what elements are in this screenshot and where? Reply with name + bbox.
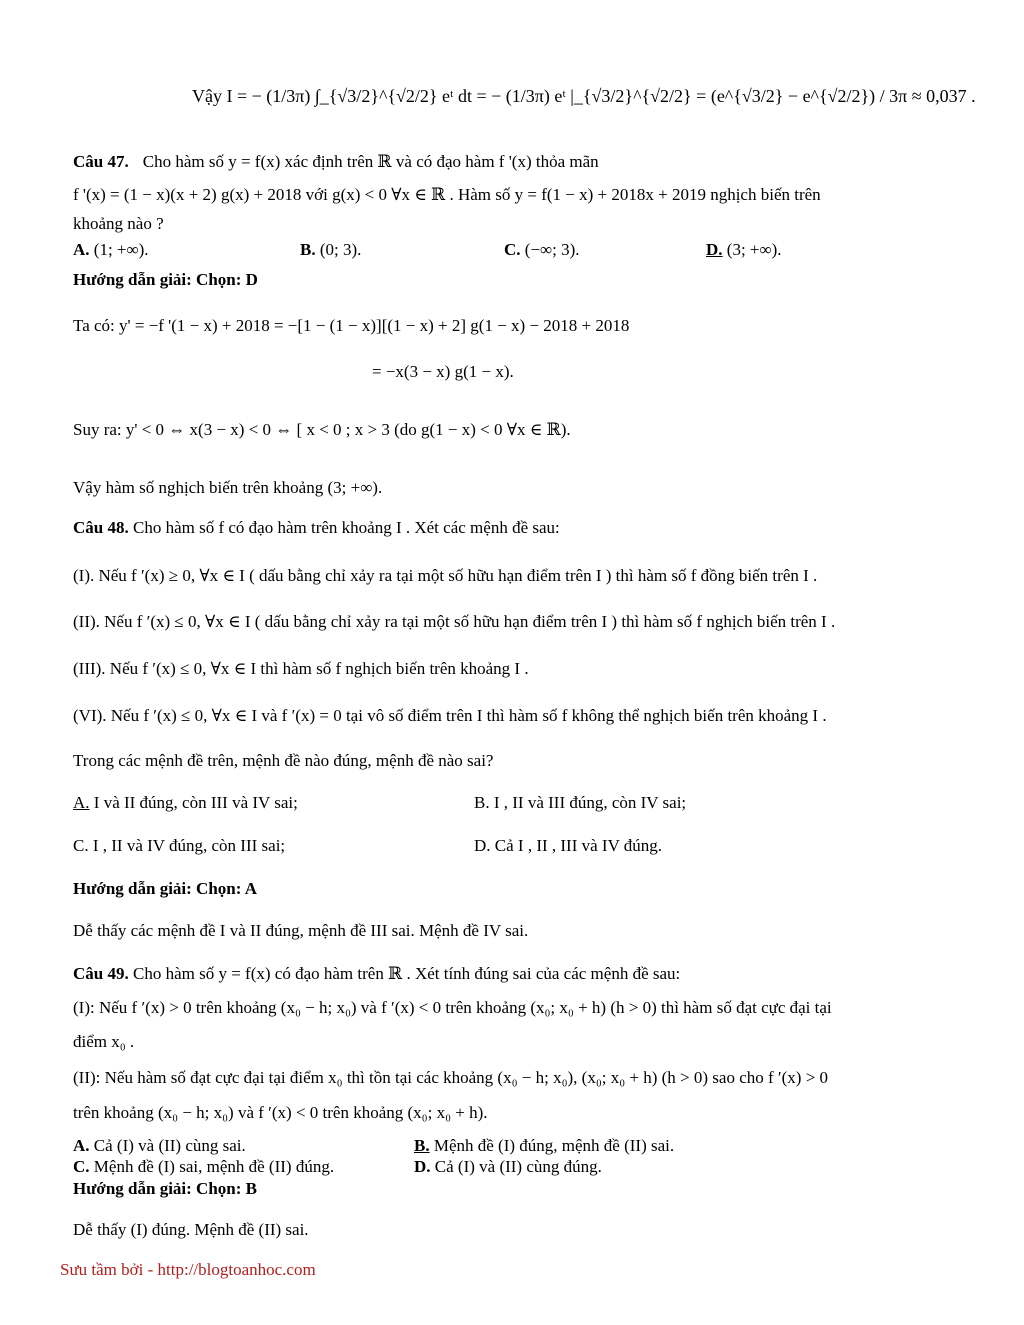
- q47-option-b: [300, 240, 361, 260]
- q49-solution-label: [73, 1179, 257, 1199]
- q49-option-c-key: C.: [73, 1157, 90, 1176]
- q48-option-b: B. I , II và III đúng, còn IV sai;: [474, 793, 687, 812]
- q49-statement-1a: (I): Nếu f ′(x) > 0 trên khoảng (x₀ − h; x₀) và f ′(x) < 0 trên khoảng (x₀; x₀ + h) (h > 0) thì hàm số đạt cực đại tại: [73, 998, 832, 1017]
- q49-solution: Dễ thấy (I) đúng. Mệnh đề (II) sai.: [73, 1220, 309, 1239]
- q47-line3: khoảng nào ?: [73, 214, 164, 233]
- q47-option-b-text: (0; 3).: [319, 240, 362, 259]
- q48-intro: Cho hàm số f có đạo hàm trên khoảng I . Xét các mệnh đề sau:: [132, 518, 560, 537]
- q48-statement-3: (III). Nếu f ′(x) ≤ 0, ∀x ∈ I thì hàm số f nghịch biến trên khoảng I .: [73, 659, 529, 678]
- q49-option-b-key: B.: [414, 1136, 430, 1155]
- q48-solution: Dễ thấy các mệnh đề I và II đúng, mệnh đề III sai. Mệnh đề IV sai.: [73, 921, 529, 940]
- q47-option-c-key: C.: [504, 240, 521, 259]
- q49-option-a-text: Cả (I) và (II) cùng sai.: [89, 1136, 246, 1155]
- q48-statement-2: (II). Nếu f ′(x) ≤ 0, ∀x ∈ I ( dấu bằng chỉ xảy ra tại một số hữu hạn điểm trên I ) thì hàm số f nghịch biến trên I .: [73, 612, 836, 631]
- q48-statement-4: (VI). Nếu f ′(x) ≤ 0, ∀x ∈ I và f ′(x) = 0 tại vô số điểm trên I thì hàm số f không thể nghịch biến trên khoảng I .: [73, 706, 827, 725]
- q47-option-d-text: (3; +∞).: [726, 240, 782, 259]
- q48-solution-label-text: Hướng dẫn giải: Chọn: A: [73, 879, 257, 898]
- q47-sol3: Suy ra: y' < 0 ⇔ x(3 − x) < 0 ⇔ [ x < 0 ; x > 3 (do g(1 − x) < 0 ∀x ∈ ℝ).: [73, 420, 571, 439]
- q47-sol4: Vậy hàm số nghịch biến trên khoảng (3; +∞).: [73, 478, 383, 497]
- q48-question: Trong các mệnh đề trên, mệnh đề nào đúng, mệnh đề nào sai?: [73, 751, 494, 770]
- q49-option-a-key: A.: [73, 1136, 90, 1155]
- q48-option-d: D. Cả I , II , III và IV đúng.: [474, 836, 663, 855]
- q49-option-d-text: Cả (I) và (II) cùng đúng.: [430, 1157, 602, 1176]
- q47-title: Câu 47.: [73, 152, 129, 171]
- q47-solution-label-text: Hướng dẫn giải: Chọn: D: [73, 270, 258, 289]
- q47-option-b-key: B.: [300, 240, 316, 259]
- q49-option-b-text: Mệnh đề (I) đúng, mệnh đề (II) sai.: [429, 1136, 675, 1155]
- q47-option-a-text: (1; +∞).: [93, 240, 149, 259]
- q49-option-d: [414, 1157, 602, 1177]
- q48-option-a-key: A.: [73, 793, 90, 812]
- q49-title: Câu 49.: [73, 964, 129, 983]
- q49-statement-2a: (II): Nếu hàm số đạt cực đại tại điểm x₀ thì tồn tại các khoảng (x₀ − h; x₀), (x₀; x₀ + h) (h > 0) sao cho f ′(x) > 0: [73, 1068, 829, 1087]
- q49-option-d-key: D.: [414, 1157, 431, 1176]
- q49-solution-label-text: Hướng dẫn giải: Chọn: B: [73, 1179, 257, 1198]
- footer-source: Sưu tầm bởi - http://blogtoanhoc.com: [60, 1260, 316, 1279]
- q47-sol1: Ta có: y' = −f '(1 − x) + 2018 = −[1 − (1 − x)][(1 − x) + 2] g(1 − x) − 2018 + 2018: [73, 316, 630, 335]
- q49-option-c-text: Mệnh đề (I) sai, mệnh đề (II) đúng.: [89, 1157, 335, 1176]
- q49-statement-2b: trên khoảng (x₀ − h; x₀) và f ′(x) < 0 trên khoảng (x₀; x₀ + h).: [73, 1103, 488, 1122]
- q48-option-a-text: I và II đúng, còn III và IV sai;: [89, 793, 298, 812]
- q47-option-a-key: A.: [73, 240, 90, 259]
- q47-option-d-key: D.: [706, 240, 723, 259]
- q48-intro-line: [73, 518, 560, 538]
- q47-line2: f '(x) = (1 − x)(x + 2) g(x) + 2018 với g(x) < 0 ∀x ∈ ℝ . Hàm số y = f(1 − x) + 2018x + 2019 nghịch biến trên: [73, 185, 821, 204]
- q47-option-c: [504, 240, 580, 260]
- q49-intro: Cho hàm số y = f(x) có đạo hàm trên ℝ . Xét tính đúng sai của các mệnh đề sau:: [132, 964, 681, 983]
- q49-option-b: [414, 1136, 674, 1156]
- top-formula: Vậy I = − (1/3π) ∫_{√3/2}^{√2/2} eᵗ dt = − (1/3π) eᵗ |_{√3/2}^{√2/2} = (e^{√3/2} − e^{√2/2}) / 3π ≈ 0,037 .: [192, 86, 976, 106]
- q47-option-d: [706, 240, 782, 260]
- q48-option-a: [73, 793, 298, 813]
- q47-option-a: [73, 240, 149, 260]
- q48-solution-label: [73, 879, 257, 899]
- q47-line1: [73, 152, 964, 172]
- q47-solution-label: [73, 270, 258, 290]
- q47-option-c-text: (−∞; 3).: [524, 240, 580, 259]
- q49-intro-line: [73, 964, 680, 984]
- q47-sol2: = −x(3 − x) g(1 − x).: [372, 362, 514, 381]
- q48-option-c: C. I , II và IV đúng, còn III sai;: [73, 836, 286, 855]
- q49-option-a: [73, 1136, 246, 1156]
- q48-statement-1: (I). Nếu f ′(x) ≥ 0, ∀x ∈ I ( dấu bằng chỉ xảy ra tại một số hữu hạn điểm trên I ) thì hàm số f đồng biến trên I .: [73, 566, 818, 585]
- q49-statement-1b: điểm x₀ .: [73, 1032, 135, 1051]
- q49-option-c: [73, 1157, 334, 1177]
- q47-text1: Cho hàm số y = f(x) xác định trên ℝ và có đạo hàm f '(x) thỏa mãn: [142, 152, 599, 171]
- q48-title: Câu 48.: [73, 518, 129, 537]
